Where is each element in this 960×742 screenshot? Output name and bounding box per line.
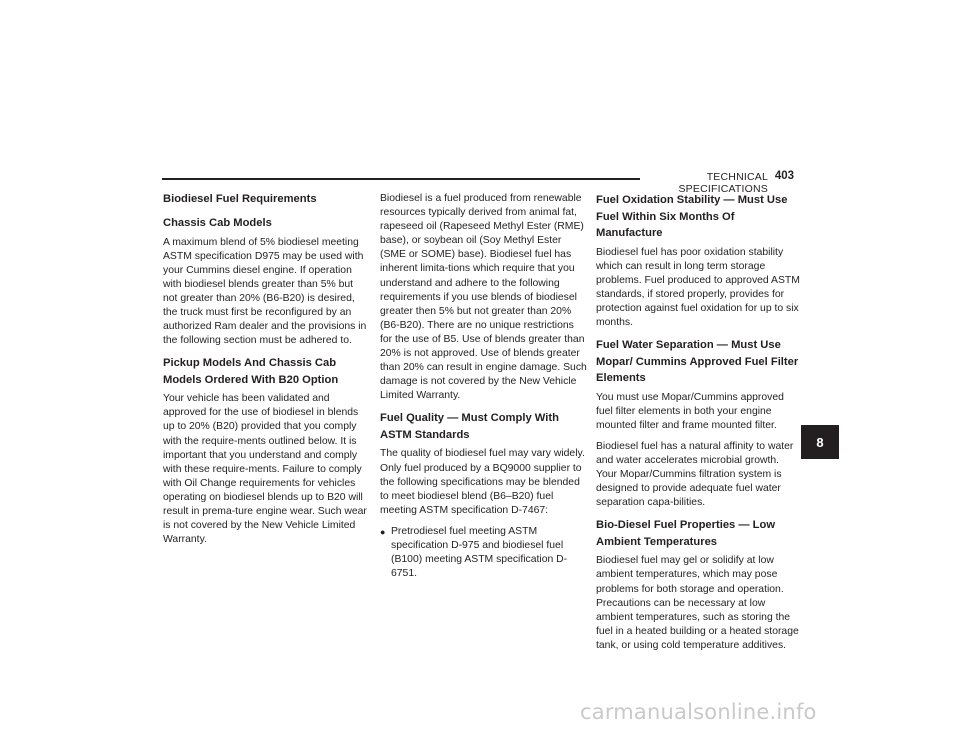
bullet-item [380, 525, 587, 581]
bullet-text: Pretrodiesel fuel meeting ASTM specification D-975 and biodiesel fuel (B100) meeting ASTM specification D-6751. [391, 525, 568, 580]
section-heading: Pickup Models And Chassis Cab Models Ordered With B20 Option [163, 357, 339, 386]
column-middle [380, 192, 587, 588]
page-number: 403 [774, 170, 794, 182]
paragraph: Biodiesel is a fuel produced from renewable resources typically derived from animal fat, rapeseed oil (Rapeseed Methyl Ester (RME) base), or soybean oil (Soy Methyl Ester (SME or SOME) base). Biodiesel fuel has inherent limita-tions which require that you understand and adhere to the following requirements if you use blends of biodiesel greater then 5% but not greater than 20% (B6-B20). There are no unique restrictions for the use of B5. Use of blends greater than 20% is not approved. Use of blends greater than 20% can result in engine damage. Such damage is not covered by the New Vehicle Limited Warranty. [380, 193, 587, 402]
chapter-tab: 8 [801, 425, 839, 459]
paragraph: You must use Mopar/Cummins approved fuel filter elements in both your engine mounted filter and frame mounted filter. [596, 391, 784, 431]
page-title: Biodiesel Fuel Requirements [163, 193, 317, 205]
bullet-icon: ● [380, 526, 386, 537]
section-heading: Fuel Oxidation Stability — Must Use Fuel Within Six Months Of Manufacture [596, 194, 788, 239]
running-header [162, 170, 794, 195]
paragraph: A maximum blend of 5% biodiesel meeting ASTM specification D975 may be used with your Cummins diesel engine. If operation with biodiesel blends greater than 5% but not greater than 20% (B6-B20) is desired, the truck must first be reconfigured by an authorized Ram dealer and the provisions in the following section must be adhered to. [163, 236, 367, 347]
section-heading: Fuel Quality — Must Comply With ASTM Standards [380, 412, 559, 441]
section-heading: Fuel Water Separation — Must Use Mopar/ Cummins Approved Fuel Filter Elements [596, 339, 799, 385]
column-right [596, 192, 801, 660]
column-left [163, 192, 367, 554]
paragraph: The quality of biodiesel fuel may vary widely. Only fuel produced by a BQ9000 supplier to the following specifications may be blended to meet biodiesel blend (B6–B20) fuel meeting ASTM specification D-7467: [380, 448, 585, 516]
section-heading: Chassis Cab Models [163, 217, 272, 229]
paragraph: Biodiesel fuel has a natural affinity to water and water accelerates microbial growth. Your Mopar/Cummins filtration system is designed to provide adequate fuel water separation capa-bilities. [596, 440, 794, 509]
header-rule [162, 178, 640, 180]
watermark: carmanualsonline.info [580, 700, 817, 724]
paragraph: Biodiesel fuel may gel or solidify at low ambient temperatures, which may pose problems for both storage and operation. Precautions can be necessary at low ambient temperatures, such as storing the fuel in a heated building or a heated storage tank, or using cold temperature additives. [596, 555, 799, 651]
section-heading: Bio-Diesel Fuel Properties — Low Ambient Temperatures [596, 519, 776, 548]
paragraph: Your vehicle has been validated and approved for the use of biodiesel in blends up to 20% (B20) provided that you comply with the require-ments outlined below. It is important that you understand and comply with these require-ments. Failure to comply with Oil Change requirements for vehicles operating on biodiesel blends up to B20 will result in prema-ture engine wear. Such wear is not covered by the New Vehicle Limited Warranty. [163, 393, 367, 546]
section-title: TECHNICAL SPECIFICATIONS [678, 171, 768, 195]
paragraph: Biodiesel fuel has poor oxidation stability which can result in long term storage problems. Fuel produced to approved ASTM standards, if stored properly, provides for protection against fuel oxidation for up to six months. [596, 246, 800, 328]
